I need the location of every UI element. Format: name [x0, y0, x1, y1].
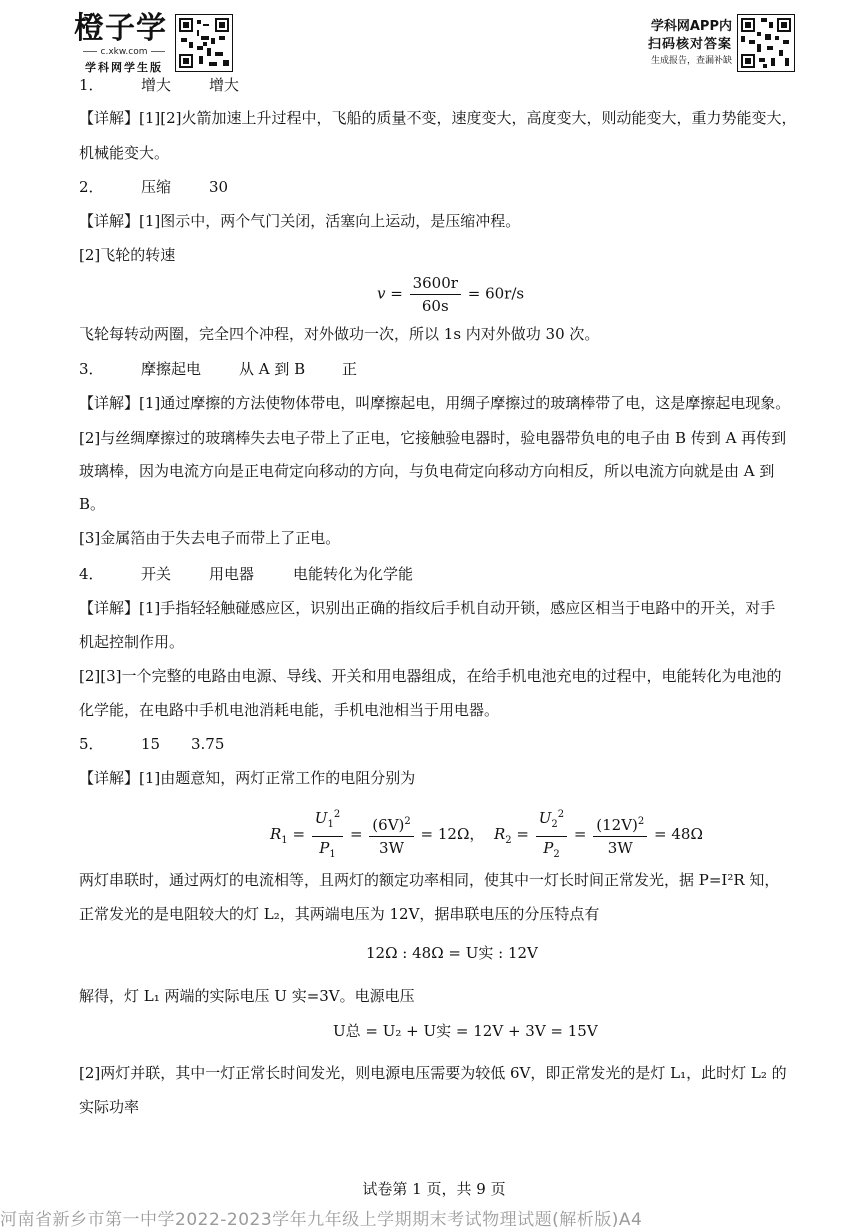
q5-detail-line-1: 【详解】[1]由题意知，两灯正常工作的电阻分别为 [79, 769, 416, 787]
q5-ratio-equation: 12Ω : 48Ω = U实 : 12V [366, 944, 538, 962]
q2-detail-line-2: [2]飞轮的转速 [79, 246, 176, 264]
q4-answer-1: 开关 [141, 565, 172, 583]
eq-p2: P [543, 839, 554, 857]
document-watermark: 河南省新乡市第一中学2022-2023学年九年级上学期期末考试物理试题(解析版)A4 [0, 1210, 643, 1230]
eq-r2-sub: 2 [505, 835, 512, 846]
eq-w2: 3W [607, 839, 633, 857]
q2-eq-denominator: 60s [421, 297, 449, 315]
eq-u1-sup: 2 [333, 809, 341, 820]
q2-number: 2． [79, 178, 104, 196]
eq-u2-sub: 2 [551, 819, 558, 830]
eq-frac-v1-w1 [369, 813, 413, 857]
q4-detail-line-2: 机起控制作用。 [79, 633, 185, 651]
q3-detail-line-1: 【详解】[1]通过摩擦的方法使物体带电，叫摩擦起电，用绸子摩擦过的玻璃棒带了电，这是摩擦起电现象。 [79, 394, 791, 412]
q4-answer-2: 用电器 [209, 565, 255, 583]
q1-number: 1． [79, 76, 104, 94]
eq-r2: R [493, 825, 506, 843]
q4-detail-line-1: 【详解】[1]手指轻轻触碰感应区，识别出正确的指纹后手机自动开锁，感应区相当于电路中的开关，对手 [79, 599, 776, 617]
eq-u2-sup: 2 [557, 809, 565, 820]
brand-logo [74, 12, 174, 75]
brand-name: 橙子学 [74, 11, 167, 46]
eq-r1: R [270, 825, 282, 843]
eq-u1: U [314, 809, 328, 827]
eq-v2-sup: 2 [637, 816, 645, 827]
eq-p2-sub: 2 [553, 849, 560, 860]
q5-answer-2: 3.75 [191, 735, 225, 753]
scan-promo [620, 18, 732, 68]
q5-detail-line-4: 解得，灯 L₁ 两端的实际电压 U 实=3V。电源电压 [79, 987, 415, 1005]
q1-answer-line [79, 75, 240, 95]
eq-v1: (6V) [372, 816, 405, 834]
q5-answer-1: 15 [141, 735, 161, 753]
q3-detail-line-2: [2]与丝绸摩擦过的玻璃棒失去电子带上了正电，它接触验电器时，验电器带负电的电子由 B 传到 A 再传到 [79, 429, 787, 447]
eq-frac-u2-p2 [536, 806, 567, 864]
q3-detail-line-4: B。 [79, 495, 106, 513]
q4-detail-line-4: 化学能，在电路中手机电池消耗电能，手机电池相当于用电器。 [79, 701, 500, 719]
q3-number: 3． [79, 360, 104, 378]
page-number: 试卷第 1 页，共 9 页 [362, 1180, 506, 1198]
eq-v1-sup: 2 [404, 816, 411, 827]
q1-answer-1: 增大 [141, 76, 172, 94]
q3-answer-2: 从 A 到 B [239, 360, 306, 378]
q2-eq-fraction [410, 274, 461, 315]
eq-p1-sub: 1 [329, 849, 336, 860]
q1-answer-2: 增大 [209, 76, 240, 94]
q2-answer-2: 30 [209, 178, 229, 196]
q5-detail-line-6: 实际功率 [79, 1098, 140, 1116]
q4-detail-line-3: [2][3]一个完整的电路由电源、导线、开关和用电器组成，在给手机电池充电的过程中，电能转化为电池的 [79, 667, 782, 685]
q3-answer-line [79, 359, 358, 379]
eq-p1: P [319, 839, 330, 857]
eq-u1-sub: 1 [327, 819, 334, 830]
eq-res1: = 12Ω， [420, 825, 485, 843]
q4-answer-3: 电能转化为化学能 [293, 565, 414, 583]
q5-detail-line-5: [2]两灯并联，其中一灯正常长时间发光，则电源电压需要为较低 6V，即正常发光的是灯 L₁，此时灯 L₂ 的 [79, 1064, 787, 1082]
promo-line-3: 生成报告，查漏补缺 [650, 56, 732, 66]
eq-r1-sub: 1 [281, 835, 288, 846]
eq-frac-u1-p1 [312, 806, 343, 864]
q3-detail-line-5: [3]金属箔由于失去电子而带上了正电。 [79, 529, 341, 547]
q2-detail-line-3: 飞轮每转动两圈，完全四个冲程，对外做功一次，所以 1s 内对外做功 30 次。 [79, 325, 600, 343]
eq-w1: 3W [379, 839, 405, 857]
eq-u2: U [538, 809, 552, 827]
eq-frac-v2-w2 [593, 813, 647, 857]
promo-line-2: 扫码核对答案 [647, 37, 732, 52]
q2-detail-line-1: 【详解】[1]图示中，两个气门关闭，活塞向上运动，是压缩冲程。 [79, 212, 521, 230]
q2-answer-1: 压缩 [141, 178, 172, 196]
q1-detail-line-1: 【详解】[1][2]火箭加速上升过程中，飞船的质量不变，速度变大，高度变大，则动能变大，重力势能变大， [79, 109, 797, 127]
q5-number: 5． [79, 735, 104, 753]
qr-code-left [175, 14, 233, 72]
q3-answer-3: 正 [342, 360, 358, 378]
eq-res2: = 48Ω [654, 825, 703, 843]
q5-answer-line [79, 734, 225, 754]
q5-resistance-equation: $R_1$ = $\frac{U_1^2}{P_1}$ = $\frac{(6V)^2}{3W}$ = 12Ω， $R_2$ = $\frac{U_2^2}{P_2}$ = $\frac{(12V)^2}{3W}$ = 48Ω [270, 806, 703, 864]
q2-eq-rhs: = 60r/s [467, 284, 525, 303]
qr-code-right [737, 14, 795, 72]
q2-speed-equation: v = $\frac{3600r}{60s}$ = 60r/s [377, 274, 525, 315]
q3-detail-line-3: 玻璃棒，因为电流方向是正电荷定向移动的方向，与负电荷定向移动方向相反，所以电流方向就是由 A 到 [79, 462, 775, 480]
q4-number: 4． [79, 565, 104, 583]
brand-subtitle: 学科网学生版 [85, 61, 163, 74]
eq-v2: (12V) [596, 816, 638, 834]
q4-answer-line [79, 564, 414, 584]
q3-answer-1: 摩擦起电 [141, 360, 202, 378]
q5-source-voltage-equation: U总 = U₂ + U实 = 12V + 3V = 15V [333, 1022, 598, 1040]
q5-detail-line-3: 正常发光的是电阻较大的灯 L₂，其两端电压为 12V，据串联电压的分压特点有 [79, 905, 600, 923]
q2-eq-numerator: 3600r [410, 274, 461, 295]
q1-detail-line-2: 机械能变大。 [79, 144, 170, 162]
brand-url: c.xkw.com [74, 47, 174, 57]
q2-answer-line [79, 177, 229, 197]
q2-eq-lhs: v [377, 284, 386, 303]
promo-line-1: 学科网APP内 [650, 19, 732, 34]
q5-detail-line-2: 两灯串联时，通过两灯的电流相等，且两灯的额定功率相同，使其中一灯长时间正常发光，据 P=I²R 知， [79, 871, 780, 889]
